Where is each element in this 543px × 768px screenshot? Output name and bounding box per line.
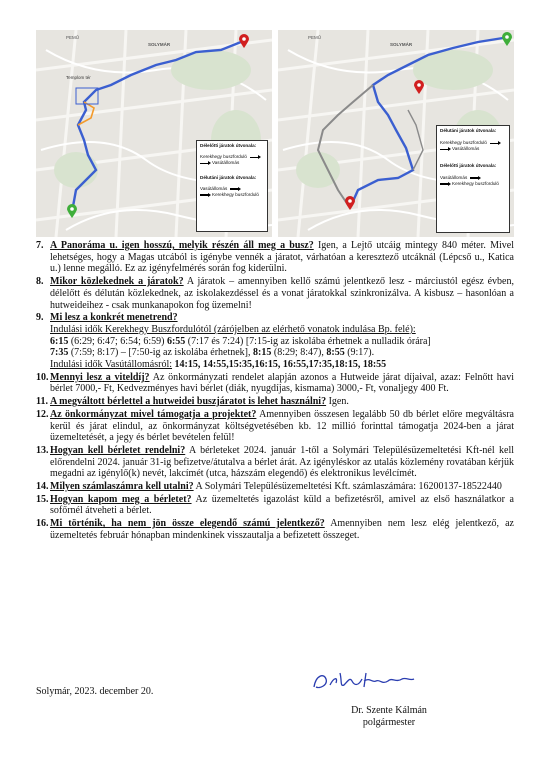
faq-item-9: [36, 312, 514, 371]
train-times: (9:17).: [344, 347, 375, 359]
map-right-legend: [436, 125, 510, 233]
faq-number: 10.: [36, 371, 49, 383]
faq-body: [50, 445, 514, 480]
map-label-templom: Templom tér: [66, 75, 91, 80]
faq-body: [50, 276, 514, 311]
faq-item-14: [36, 481, 514, 493]
arrow-right-icon: [440, 183, 449, 185]
faq-body: [50, 494, 514, 517]
legend-from: Vasútállomás: [200, 185, 228, 191]
faq-body: [50, 396, 514, 408]
legend-afternoon-title: Délutáni járatok útvonala:: [200, 174, 257, 180]
faq-body: [50, 312, 514, 371]
faq-body: [50, 409, 514, 444]
departure-time: 8:15: [253, 347, 272, 359]
faq-item-16: [36, 518, 514, 541]
faq-number: 11.: [36, 396, 48, 408]
map-pin-red-icon: [345, 196, 355, 210]
legend-to: Vasútállomás: [452, 146, 480, 152]
faq-answer: A járatok – amennyiben kellő számú jelentkező lesz - márciustól egész évben, délelőtt és délután közlekednek, az iskolakezdéssel és a vonat járatokkal szinkronizálva. A kisbusz – hasonlóan a hutweideihez - csak munkanapokon fog üzemelni!: [50, 276, 514, 311]
signer-name: Dr. Szente Kálmán: [351, 705, 427, 716]
faq-answer: A bérleteket 2024. január 1-től a Solymári Településüzemeltetési Kft-nél kell előrendelni 2024. január 31-ig befizetve/átutalva a bérlet árát. Az igényléskor az utalás közlemény rovatában kérjük megadni az igénylő(k) nevét, lakcímét (utca, házszám elegendő) és elektronikus levélcímét.: [50, 444, 515, 480]
schedule-vasut-times: 14:15, 14:55,15:35,16:15, 16:55,17:35,18:15, 18:55: [172, 359, 387, 371]
faq-question: Hogyan kapom meg a bérletet?: [50, 493, 192, 505]
faq-number: 8.: [36, 276, 44, 288]
faq-answer: Az önkormányzati rendelet alapján azonos a Hutweide járat díjaival, azaz: Felnőtt havi bérlet 7000,- Ft, Kedvezményes havi bérlet (diák, nyugdíjas, kismama) 3000,- Ft, vonaljegy 400 Ft.: [50, 371, 514, 395]
faq-item-13: [36, 445, 514, 480]
legend-row: [200, 192, 264, 198]
signature-image: [310, 665, 420, 697]
legend-to: Kerekhegy buszforduló: [452, 181, 499, 187]
faq-answer: Igen.: [326, 396, 349, 408]
departure-time: 7:35: [50, 347, 69, 359]
faq-answer: Amennyiben nem lesz elég jelentkező, az üzemeltetés február hónapban mindenkinek visszautalja a befizetett összeget.: [50, 518, 514, 541]
faq-question: Mennyi lesz a viteldíj?: [50, 371, 150, 383]
route-maps: [36, 30, 514, 237]
map-left-legend: [196, 140, 268, 232]
train-times: (7:59; 8:17) – [7:50-ig az iskolába érhetnek],: [68, 347, 254, 359]
legend-morning-title: Délelőtti járatok útvonala:: [440, 162, 497, 168]
schedule-kerekhegy-title: Indulási idők Kerekhegy Buszfordulótól (zárójelben az elérhető vonatok indulása Bp. felé):: [50, 323, 416, 335]
schedule-line-2: [50, 347, 514, 359]
faq-item-10: [36, 372, 514, 395]
faq-question: A Panoráma u. igen hosszú, melyik részén áll meg a busz?: [50, 240, 314, 251]
map-pin-red-icon: [239, 34, 249, 48]
faq-item-8: [36, 276, 514, 311]
faq-question: Mi lesz a konkrét menetrend?: [50, 312, 178, 324]
faq-number: 13.: [36, 444, 49, 456]
arrow-right-icon: [250, 157, 259, 159]
legend-to: Vasútállomás: [212, 160, 240, 166]
departure-time: 6:55: [166, 335, 186, 347]
faq-question: Milyen számlaszámra kell utalni?: [50, 481, 194, 493]
map-pin-red-icon: [414, 80, 424, 94]
map-label-pemu: PEMŰ: [66, 35, 80, 40]
document-date: Solymár, 2023. december 20.: [36, 686, 154, 697]
signature-block: [337, 705, 441, 729]
map-pin-green-icon: [67, 204, 77, 218]
faq-answer: Igen, a Lejtő utcáig mintegy 840 méter. Mivel lehetséges, hogy a Magas utcából is igénybe vennék a járatot, várhatóan a keresztező utcáknál (Lépcső u., Katica u.) lenne megálló. Ez az igényfelmérés során fog kiderülni.: [50, 240, 514, 275]
faq-question: Hogyan kell bérletet rendelni?: [50, 444, 186, 456]
signer-title: polgármester: [362, 717, 416, 728]
schedule-vasut-line: [50, 359, 514, 371]
faq-number: 15.: [36, 493, 49, 505]
train-times: (7:17 és 7:24) [7:15-ig az iskolába érhetnek a nulladik órára]: [185, 335, 431, 347]
legend-afternoon-title: Délutáni járatok útvonala:: [440, 128, 497, 133]
map-pin-green-icon: [502, 32, 512, 46]
arrow-right-icon: [440, 149, 449, 151]
departure-time: 6:15: [50, 335, 69, 347]
faq-body: [50, 481, 514, 493]
map-label-solymar: SOLYMÁR: [390, 42, 413, 47]
legend-to: Kerekhegy buszforduló: [212, 192, 259, 198]
faq-item-7: [36, 240, 514, 275]
faq-number: 16.: [36, 518, 49, 530]
legend-from: Kerekhegy buszforduló: [440, 140, 487, 146]
map-label-pemu: PEMŰ: [308, 35, 322, 40]
faq-body: [50, 372, 514, 395]
legend-from: Kerekhegy buszforduló: [200, 154, 247, 160]
train-times: (8:29; 8:47),: [271, 347, 327, 359]
map-label-solymar: SOLYMÁR: [148, 42, 171, 47]
legend-from: Vasútállomás: [440, 174, 468, 180]
faq-question: A megváltott bérlettel a hutweidei buszjáratot is lehet használni?: [50, 396, 327, 408]
faq-answer: Az üzemeltetés igazolást küld a befizetésről, amivel az első használatkor a sofőrnél átveheti a bérlet.: [50, 493, 514, 517]
faq-question: Az önkormányzat mivel támogatja a projektet?: [50, 408, 257, 420]
legend-morning-title: Délelőtti járatok útvonala:: [200, 143, 257, 148]
faq-answer: A Solymári Településüzemeltetési Kft. számlaszámára: 16200137-18522440: [193, 481, 502, 493]
train-times: (6:29; 6:47; 6:54; 6:59): [68, 335, 167, 347]
map-afternoon-route: [278, 30, 514, 237]
faq-answer: Amennyiben összesen legalább 50 db bérlet előre megváltásra kerül és járat elindul, az önkormányzat költségvetésében kb. 12 millió forinttal támogatja 2024-ben a járat üzemeltetését, a jegy és bérlet bevételen felül!: [50, 408, 514, 444]
arrow-right-icon: [200, 194, 209, 196]
faq-question: Mikor közlekednek a járatok?: [50, 276, 184, 288]
faq-body: [50, 240, 514, 275]
faq-item-15: [36, 494, 514, 517]
faq-number: 14.: [36, 481, 49, 493]
faq-number: 7.: [36, 240, 44, 251]
faq-question: Mi történik, ha nem jön össze elegendő számú jelentkező?: [50, 518, 325, 530]
legend-row: [440, 181, 506, 187]
departure-time: 8:55: [326, 347, 345, 359]
faq-number: 12.: [36, 408, 49, 420]
faq-body: [50, 518, 514, 541]
arrow-right-icon: [490, 143, 499, 145]
faq-list: [36, 240, 514, 543]
arrow-right-icon: [470, 177, 479, 179]
schedule-line-1: [50, 336, 514, 348]
schedule-vasut-title: Indulási idők Vasútállomásról:: [50, 359, 173, 371]
faq-number: 9.: [36, 312, 44, 324]
arrow-right-icon: [200, 163, 209, 165]
map-morning-route: [36, 30, 272, 237]
faq-item-12: [36, 409, 514, 444]
faq-item-11: [36, 396, 514, 408]
arrow-right-icon: [230, 188, 239, 190]
